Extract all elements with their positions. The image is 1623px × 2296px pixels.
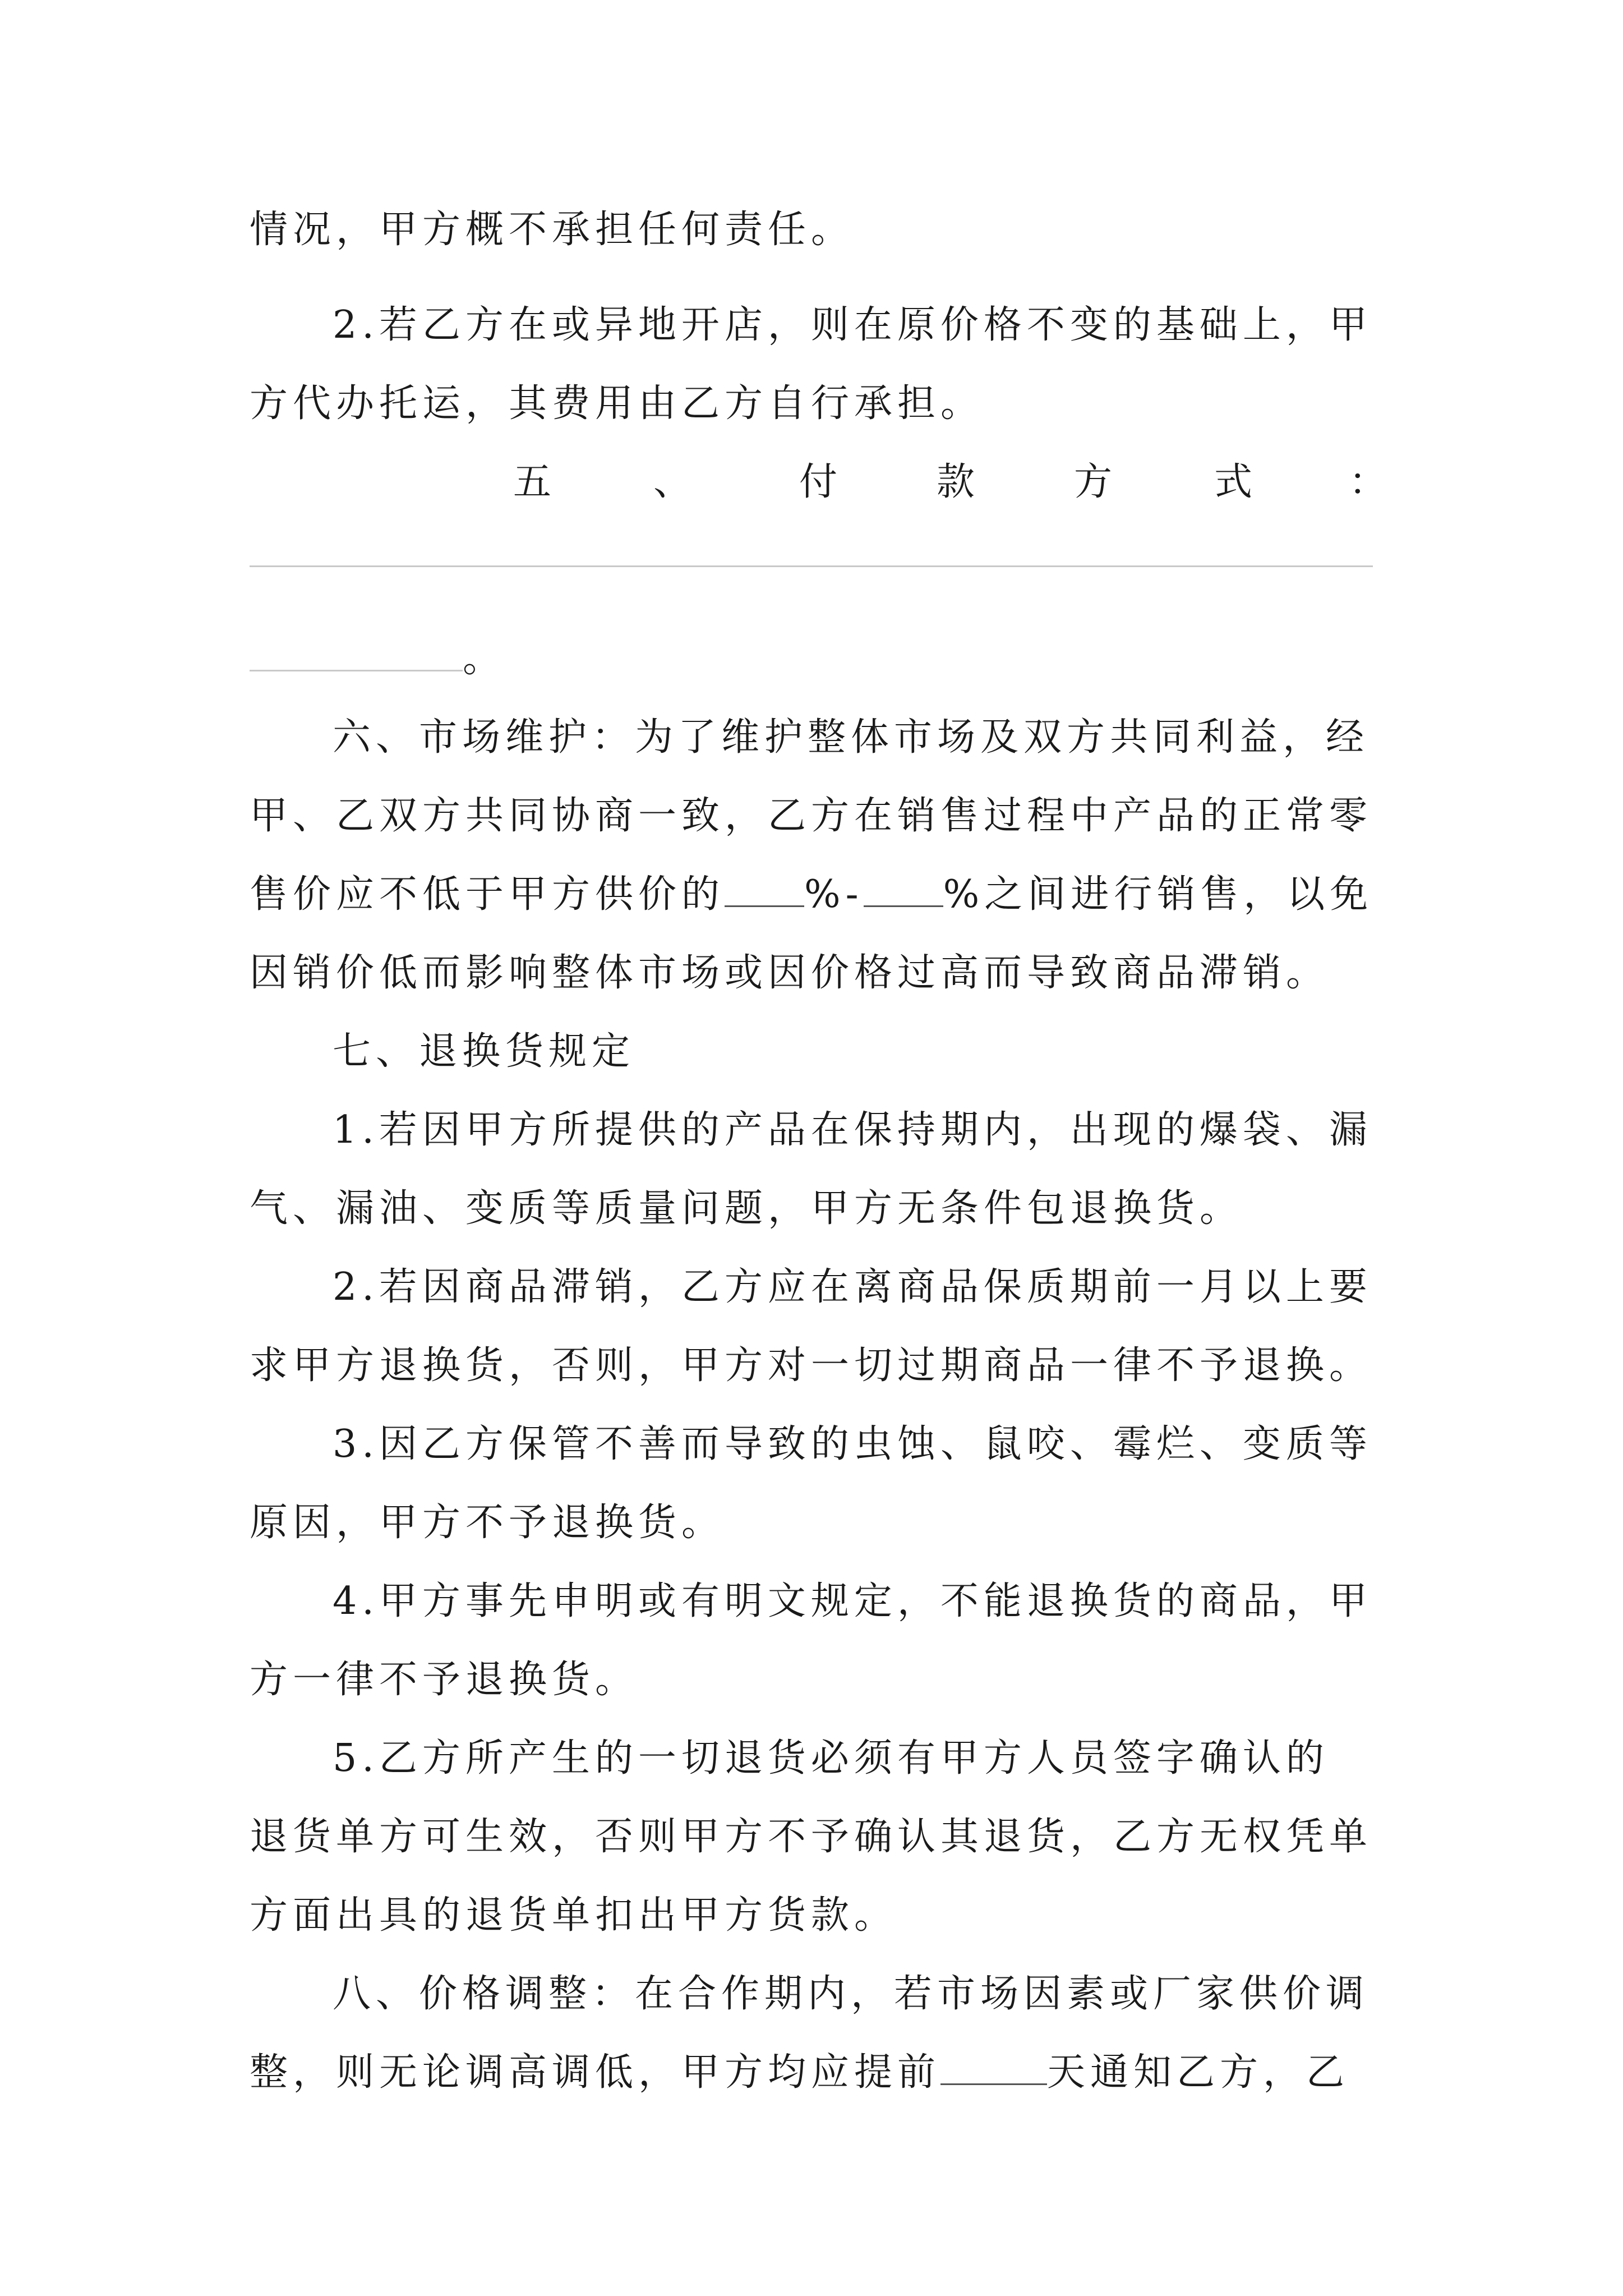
heading-char: 方 xyxy=(1074,460,1113,504)
paragraph-line: 整，则无论调高调低，甲方均应提前 天通知乙方，乙 xyxy=(250,2045,1384,2101)
paragraph-line: 气、漏油、变质等质量问题，甲方无条件包退换货。 xyxy=(250,1186,1243,1231)
paragraph-line: 方代办托运，其费用由乙方自行承担。 xyxy=(250,381,984,426)
paragraph-line: 5.乙方所产生的一切退货必须有甲方人员签字确认的 xyxy=(333,1736,1329,1780)
heading-char: 付 xyxy=(799,460,838,504)
fill-in-blank xyxy=(725,871,804,907)
heading-char: 式 xyxy=(1214,460,1253,504)
paragraph-line: 4.甲方事先申明或有明文规定，不能退换货的商品，甲 xyxy=(333,1579,1372,1623)
paragraph-line: 方一律不予退换货。 xyxy=(250,1658,639,1702)
section-heading-5 xyxy=(250,454,1387,510)
fill-in-blank xyxy=(940,2049,1047,2085)
paragraph-line: 2.若乙方在或异地开店，则在原价格不变的基础上，甲 xyxy=(333,303,1372,347)
paragraph-line: 。 xyxy=(250,631,1384,687)
paragraph-line: 方面出具的退货单扣出甲方货款。 xyxy=(250,1893,898,1938)
paragraph-line: 情况，甲方概不承担任何责任。 xyxy=(250,208,855,252)
paragraph-line: 八、价格调整：在合作期内，若市场因素或厂家供价调 xyxy=(333,1972,1370,2016)
section-heading-7: 七、退换货规定 xyxy=(333,1029,635,1074)
paragraph-line: 甲、乙双方共同协商一致，乙方在销售过程中产品的正常零 xyxy=(250,794,1373,838)
paragraph-line: 六、市场维护：为了维护整体市场及双方共同利益，经 xyxy=(333,715,1370,760)
fill-in-line xyxy=(250,565,1373,567)
heading-char: 款 xyxy=(937,460,975,504)
paragraph-line: 1.若因甲方所提供的产品在保持期内，出现的爆袋、漏 xyxy=(333,1108,1372,1152)
heading-char: 五 xyxy=(513,460,552,504)
heading-char: 、 xyxy=(653,460,692,504)
paragraph-line: 因销价低而影响整体市场或因价格过高而导致商品滞销。 xyxy=(250,951,1330,995)
paragraph-line: 2.若因商品滞销，乙方应在离商品保质期前一月以上要 xyxy=(333,1265,1372,1309)
paragraph-line: 原因，甲方不予退换货。 xyxy=(250,1501,725,1545)
paragraph-line: 售价应不低于甲方供价的 %- %之间进行销售，以免 xyxy=(250,867,1384,923)
paragraph-line: 退货单方可生效，否则甲方不予确认其退货，乙方无权凭单 xyxy=(250,1815,1373,1859)
paragraph-line: 求甲方退换货，否则，甲方对一切过期商品一律不予退换。 xyxy=(250,1343,1373,1388)
fill-in-blank xyxy=(250,635,463,671)
heading-char: ： xyxy=(1349,460,1387,504)
paragraph-line: 3.因乙方保管不善而导致的虫蚀、鼠咬、霉烂、变质等 xyxy=(333,1422,1372,1466)
fill-in-blank xyxy=(864,871,943,907)
